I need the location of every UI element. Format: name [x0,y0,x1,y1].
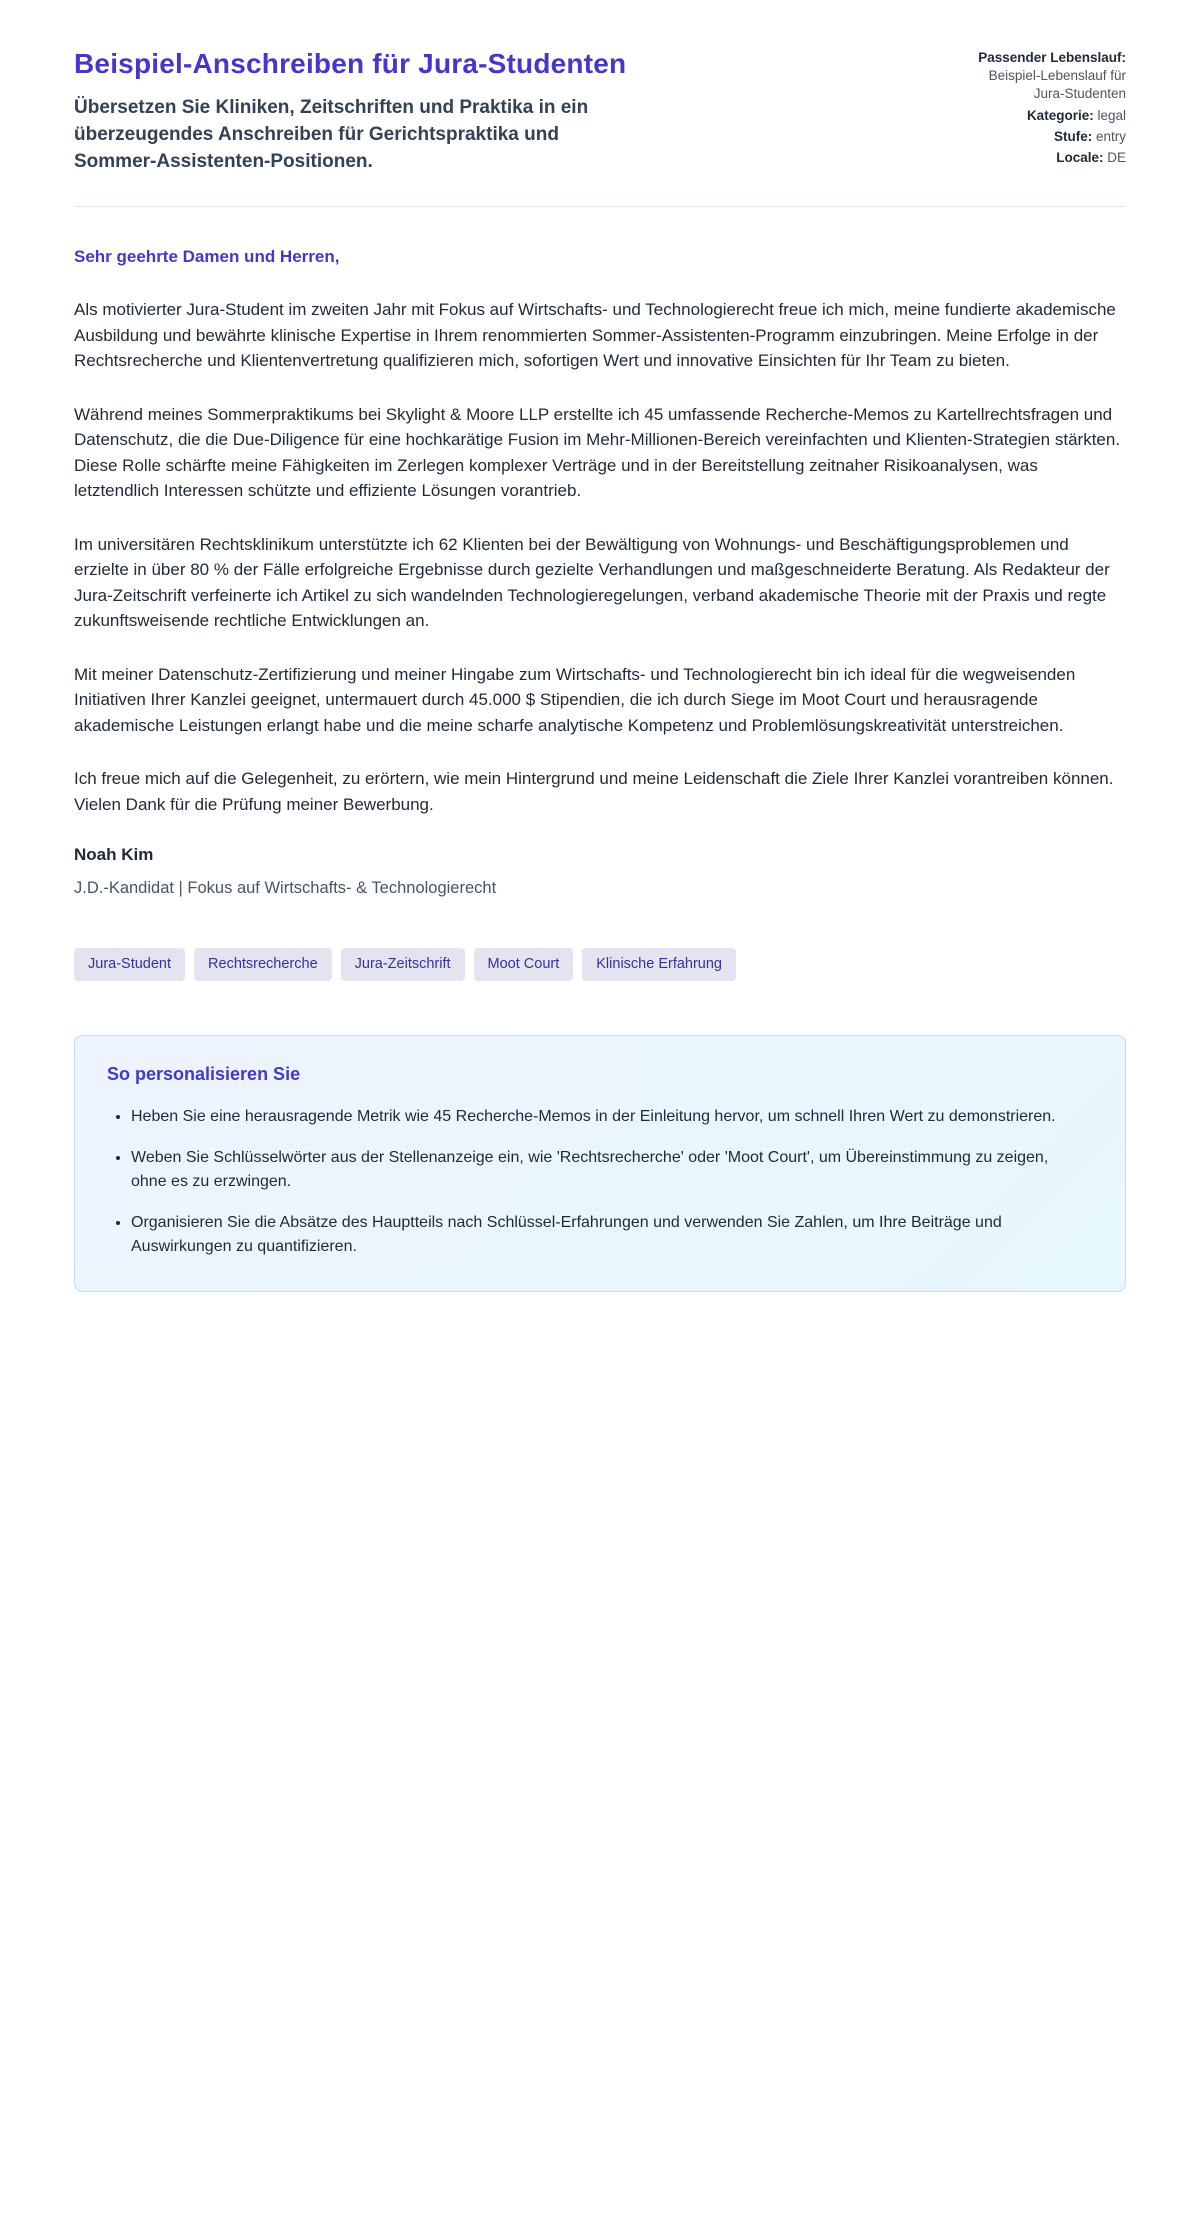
tips-item: • Weben Sie Schlüsselwörter aus der Stellenanzeige ein, wie 'Rechtsrecherche' oder 'Moot Court', um Übereinstimmung zu zeigen, ohne es zu erzwingen. [131,1146,1071,1194]
letter-paragraphs [74,297,1126,817]
meta-value: entry [1095,128,1126,144]
tag-chip[interactable]: Jura-Zeitschrift [341,948,465,981]
letter-body [74,247,1126,898]
letter-paragraph: Ich freue mich auf die Gelegenheit, zu erörtern, wie mein Hintergrund und meine Leidenschaft die Ziele Ihrer Kanzlei vorantreiben können. Vielen Dank für die Prüfung meiner Bewerbung. [74,769,1114,814]
tag-chip[interactable]: Moot Court [474,948,574,981]
letter-paragraph: Während meines Sommerpraktikums bei Skylight & Moore LLP erstellte ich 45 umfassende Recherche-Memos zu Kartellrechtsfragen und Datenschutz, die die Due-Diligence für eine hochkarätige Fusion im Mehr-Millionen-Bereich vereinfachten und Klienten-Strategien stärkten. Diese Rolle schärfte meine Fähigkeiten im Zerlegen komplexer Verträge und in der Bereitstellung zeitnaher Risikoanalysen, was letztendlich Interessen schützte und effiziente Lösungen vorantrieb. [74,404,1121,501]
tags-row [74,948,1126,981]
tag-chip[interactable]: Klinische Erfahrung [582,948,736,981]
meta-label: Locale: [1056,150,1104,166]
letter-paragraph: Als motivierter Jura-Student im zweiten Jahr mit Fokus auf Wirtschafts- und Technologierecht freue ich mich, meine fundierte akademische Ausbildung und bewährte klinische Expertise in Ihrem renommierten Sommer-Assistenten-Programm einzubringen. Meine Erfolge in der Rechtsrecherche und Klientenvertretung qualifizieren mich, sofortigen Wert und innovative Einsichten für Ihr Team zu bieten. [74,300,1116,371]
tips-card [74,1035,1126,1292]
page-header [74,47,1126,176]
letter-paragraph: Im universitären Rechtsklinikum unterstützte ich 62 Klienten bei der Bewältigung von Wohnungs- und Beschäftigungsproblemen und erzielte in über 80 % der Fälle erfolgreiche Ergebnisse durch gezielte Verhandlungen und maßgeschneiderte Beratung. Als Redakteur der Jura-Zeitschrift verfeinerte ich Artikel zu sich wandelnden Technologieregelungen, verband akademische Theorie mit der Praxis und regte zukunftsweisende rechtliche Entwicklungen an. [74,534,1110,631]
tag-chip[interactable]: Rechtsrecherche [194,948,332,981]
tips-title: So personalisieren Sie [107,1063,301,1084]
meta-row [974,107,1126,125]
meta-value: Beispiel-Lebenslauf für Jura-Studenten [988,68,1126,102]
tips-item: • Heben Sie eine herausragende Metrik wie 45 Recherche-Memos in der Einleitung hervor, um schnell Ihren Wert zu demonstrieren. [131,1105,1071,1129]
letter-paragraph: Mit meiner Datenschutz-Zertifizierung und meiner Hingabe zum Wirtschafts- und Technologierecht bin ich ideal für die wegweisenden Initiativen Ihrer Kanzlei geeignet, untermauert durch 45.000 $ Stipendien, die ich durch Siege im Moot Court und herausragende akademische Leistungen erlangt habe und die meine scharfe analytische Kompetenz und Problemlösungskreativität unterstreichen. [74,664,1076,735]
header-titles [74,47,934,176]
meta-label: Stufe: [1053,128,1093,144]
meta-value: legal [1097,107,1126,123]
content-container [74,0,1126,1292]
meta-row [974,149,1126,167]
meta-label: Passender Lebenslauf: [978,50,1126,65]
signature-title: J.D.-Kandidat | Fokus auf Wirtschafts- & Technologierecht [74,879,497,898]
page-subtitle: Übersetzen Sie Kliniken, Zeitschriften und Praktika in ein überzeugendes Anschreiben für Gerichtspraktika und Sommer-Assistenten-Positionen. [74,97,589,173]
signature-name: Noah Kim [74,845,154,865]
meta-row [974,49,1126,104]
meta-panel [974,47,1126,170]
meta-label: Kategorie: [1026,107,1094,123]
tips-item: • Organisieren Sie die Absätze des Hauptteils nach Schlüssel-Erfahrungen und verwenden Sie Zahlen, um Ihre Beiträge und Auswirkungen zu quantifizieren. [131,1211,1071,1259]
meta-row [974,128,1126,146]
page-title: Beispiel-Anschreiben für Jura-Studenten [74,48,627,79]
meta-value: DE [1107,150,1126,166]
tips-list [107,1105,1093,1259]
tag-chip[interactable]: Jura-Student [74,948,185,981]
header-divider [74,206,1126,207]
letter-greeting: Sehr geehrte Damen und Herren, [74,247,340,267]
